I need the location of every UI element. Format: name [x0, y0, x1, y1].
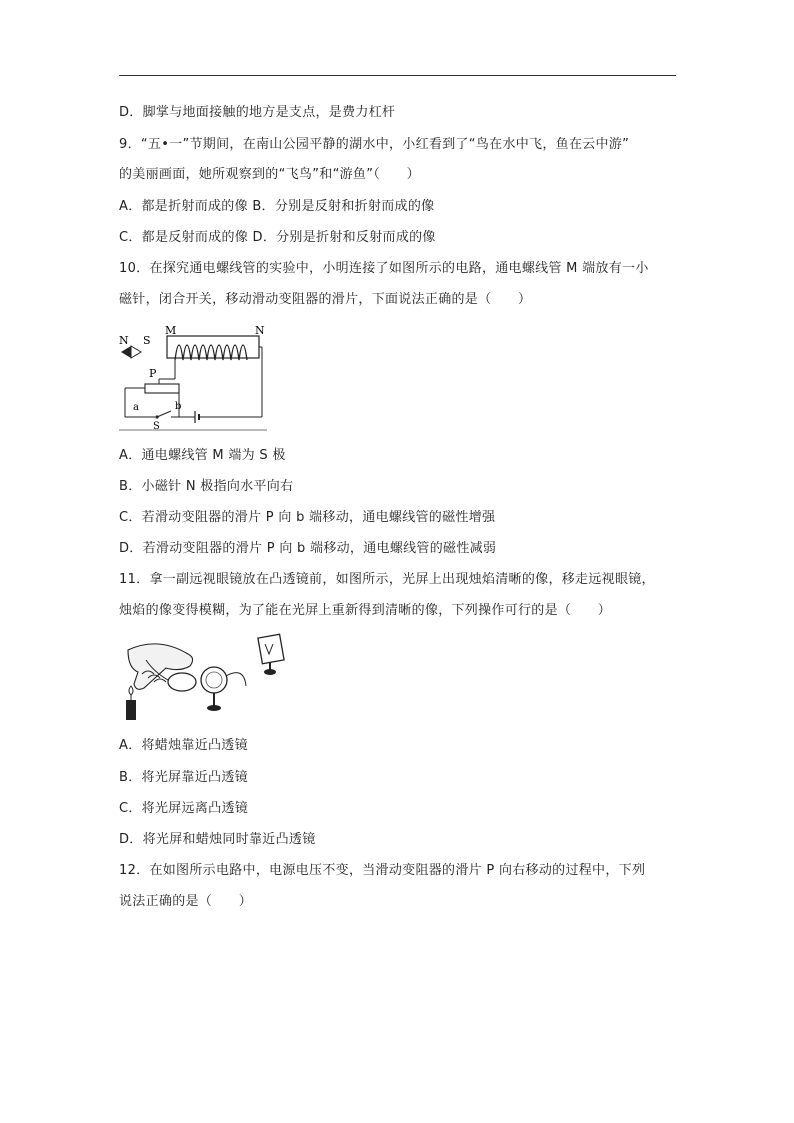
rheostat	[145, 384, 179, 393]
q10-stem-line1: 10．在探究通电螺线管的实验中，小明连接了如图所示的电路，通电螺线管 M 端放有一小	[119, 261, 649, 276]
lens-eyeglasses-figure	[118, 630, 298, 725]
solenoid-circuit-figure	[115, 322, 270, 432]
q10-option-d: D．若滑动变阻器的滑片 P 向 b 端移动，通电螺线管的磁性减弱	[119, 541, 497, 556]
compass-n-label: N	[119, 334, 129, 347]
q9-options-cd: C．都是反射而成的像 D．分别是折射和反射而成的像	[119, 230, 436, 245]
convex-lens	[201, 667, 227, 693]
q11-option-d: D．将光屏和蜡烛同时靠近凸透镜	[119, 832, 316, 847]
compass-needle-north	[121, 346, 131, 358]
q11-stem-line2: 烛焰的像变得模糊，为了能在光屏上重新得到清晰的像，下列操作可行的是（ ）	[119, 603, 612, 618]
header-rule	[119, 75, 676, 76]
q10-option-b: B．小磁针 N 极指向水平向右	[119, 479, 294, 494]
q9-stem-line2: 的美丽画面，她所观察到的“飞鸟”和“游鱼”（ ）	[119, 167, 420, 182]
q9-options-ab: A．都是折射而成的像 B．分别是反射和折射而成的像	[119, 199, 435, 214]
eyeglasses-left-lens	[168, 673, 196, 691]
q9-stem-line1: 9．“五•一”节期间，在南山公园平静的湖水中，小红看到了“鸟在水中飞，鱼在云中游”	[119, 137, 630, 152]
candle-flame-icon	[129, 686, 133, 695]
lens-base	[207, 705, 221, 711]
q11-option-a: A．将蜡烛靠近凸透镜	[119, 738, 248, 753]
q11-stem-line1: 11．拿一副远视眼镜放在凸透镜前，如图所示，光屏上出现烛焰清晰的像，移走远视眼镜，	[119, 572, 655, 587]
q10-option-a: A．通电螺线管 M 端为 S 极	[119, 448, 286, 463]
slider-p-label: P	[149, 367, 157, 380]
q10-stem-line2: 磁针，闭合开关，移动滑动变阻器的滑片，下面说法正确的是（ ）	[119, 292, 532, 307]
q12-stem-line2: 说法正确的是（ ）	[119, 894, 253, 909]
switch-s-label: S	[153, 421, 160, 432]
switch-blade	[157, 411, 171, 417]
terminal-a-label: a	[133, 402, 139, 413]
screen-base	[264, 669, 276, 675]
solenoid-n-label: N	[255, 324, 265, 337]
q10-option-c: C．若滑动变阻器的滑片 P 向 b 端移动，通电螺线管的磁性增强	[119, 510, 496, 525]
compass-s-label: S	[143, 334, 151, 347]
hand-icon	[128, 644, 193, 689]
q11-option-c: C．将光屏远离凸透镜	[119, 801, 249, 816]
solenoid-m-label: M	[165, 324, 177, 337]
q11-option-b: B．将光屏靠近凸透镜	[119, 770, 248, 785]
terminal-b-label: b	[175, 401, 182, 412]
eyeglasses-temple-right	[226, 673, 246, 686]
q12-stem-line1: 12．在如图所示电路中，电源电压不变，当滑动变阻器的滑片 P 向右移动的过程中，下列	[119, 863, 646, 878]
candle-body	[126, 700, 136, 720]
compass-needle-south	[131, 346, 141, 358]
q8-option-d: D．脚掌与地面接触的地方是支点，是费力杠杆	[119, 105, 396, 120]
